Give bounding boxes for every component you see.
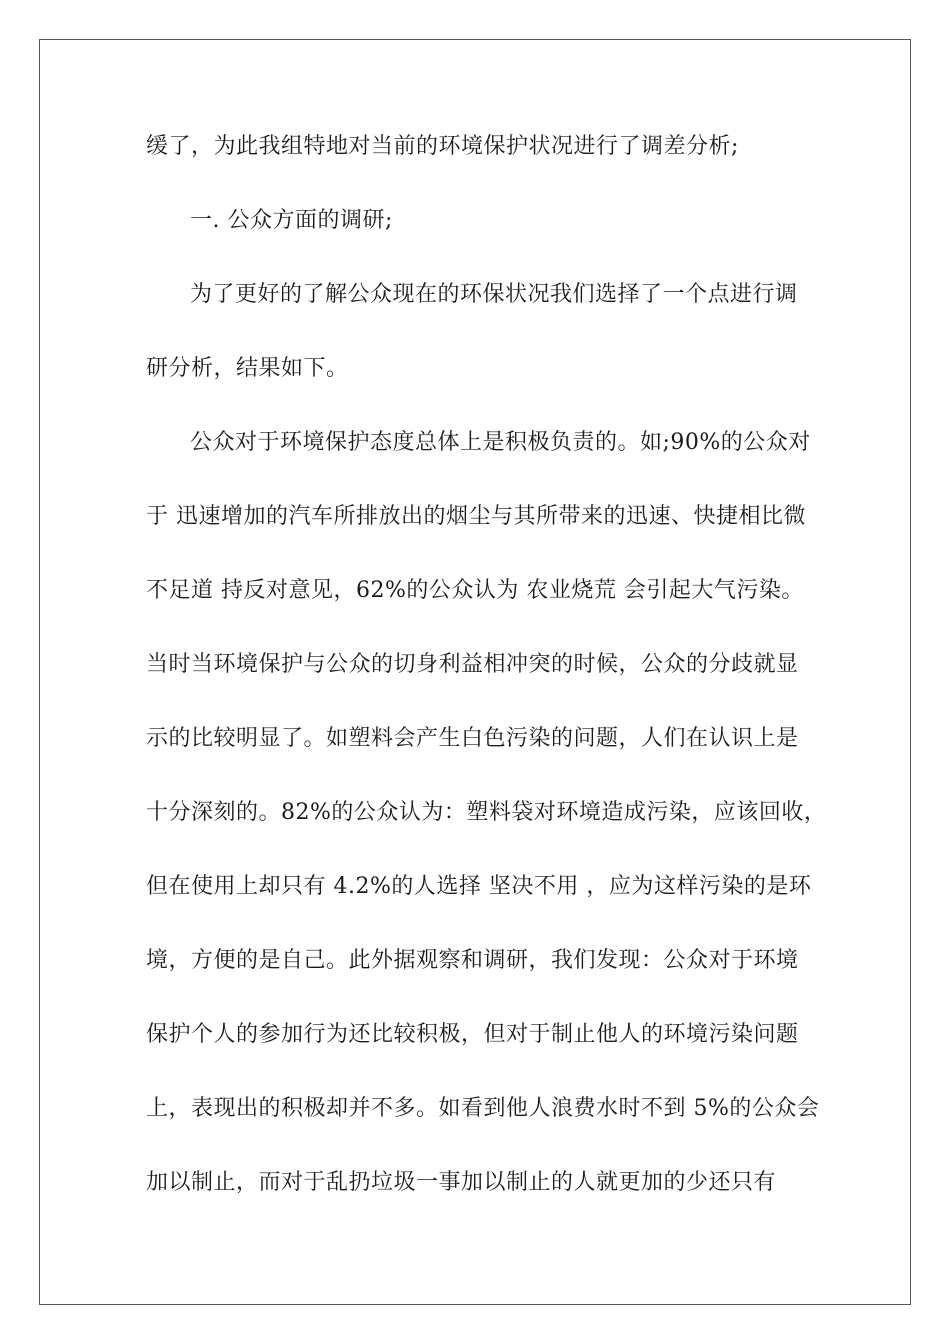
text-line: 研分析，结果如下。 xyxy=(146,356,349,381)
text-line: 示的比较明显了。如塑料会产生白色污染的问题，人们在认识上是 xyxy=(146,726,799,751)
text-line: 公众对于环境保护态度总体上是积极负责的。如;90%的公众对 xyxy=(190,430,811,455)
text-line: 加以制止，而对于乱扔垃圾一事加以制止的人就更加的少还只有 xyxy=(146,1170,777,1195)
text-line: 但在使用上却只有 4.2%的人选择 坚决不用 ，应为这样污染的是环 xyxy=(146,874,812,899)
text-line: 上，表现出的积极却并不多。如看到他人浪费水时不到 5%的公众会 xyxy=(146,1096,820,1121)
text-line: 不足道 持反对意见，62%的公众认为 农业烧荒 会引起大气污染。 xyxy=(146,578,804,603)
text-line: 境，方便的是自己。此外据观察和调研，我们发现：公众对于环境 xyxy=(146,948,799,973)
text-line: 为了更好的了解公众现在的环保状况我们选择了一个点进行调 xyxy=(190,282,798,307)
text-line: 十分深刻的。82%的公众认为：塑料袋对环境造成污染，应该回收， xyxy=(146,800,827,825)
text-line: 当时当环境保护与公众的切身利益相冲突的时候，公众的分歧就显 xyxy=(146,652,799,677)
text-line: 于 迅速增加的汽车所排放出的烟尘与其所带来的迅速、快捷相比微 xyxy=(146,504,806,529)
section-heading: 一. 公众方面的调研; xyxy=(190,208,393,233)
text-line: 保护个人的参加行为还比较积极，但对于制止他人的环境污染问题 xyxy=(146,1022,799,1047)
document-body xyxy=(146,127,827,1237)
text-line: 缓了，为此我组特地对当前的环境保护状况进行了调差分析; xyxy=(146,134,739,159)
